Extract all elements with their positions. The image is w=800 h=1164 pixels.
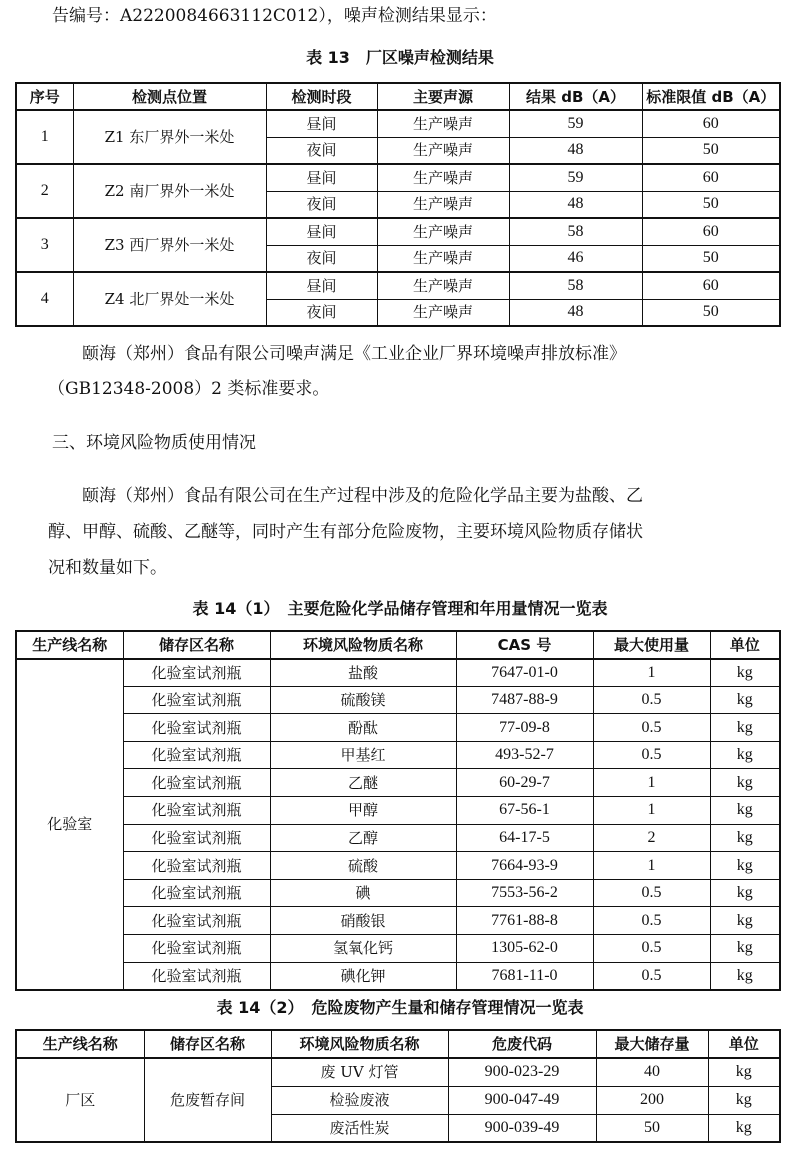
limit-cell: 50 <box>642 137 780 164</box>
table-row <box>16 218 780 245</box>
limit-cell: 50 <box>642 299 780 326</box>
header-cell: 单位 <box>710 631 780 659</box>
table-header-row <box>16 1030 780 1058</box>
unit-cell: kg <box>710 741 780 769</box>
header-cell: 环境风险物质名称 <box>271 1030 448 1058</box>
quantity-cell: 1 <box>593 852 710 880</box>
quantity-cell: 0.5 <box>593 879 710 907</box>
unit-cell: kg <box>710 769 780 797</box>
table-row <box>16 686 780 714</box>
table-header-row <box>16 83 780 110</box>
substance-name-cell: 碘 <box>270 879 456 907</box>
header-cell: 检测点位置 <box>73 83 266 110</box>
point-location: Z2 南厂界外一米处 <box>73 164 266 218</box>
unit-cell: kg <box>708 1086 780 1114</box>
substance-name-cell: 盐酸 <box>270 659 456 687</box>
table-row <box>16 741 780 769</box>
substance-name-cell: 检验废液 <box>271 1086 448 1114</box>
header-cell: 检测时段 <box>266 83 377 110</box>
source-cell: 生产噪声 <box>377 299 509 326</box>
quantity-cell: 0.5 <box>593 962 710 990</box>
intro-line: 告编号：A2220084663112C012），噪声检测结果显示： <box>52 6 497 26</box>
quantity-cell: 2 <box>593 824 710 852</box>
production-line-cell: 化验室 <box>16 659 123 990</box>
point-number: 1 <box>16 110 73 164</box>
unit-cell: kg <box>708 1114 780 1142</box>
noise-paragraph-line: （GB12348-2008）2 类标准要求。 <box>48 379 330 399</box>
table-row <box>16 659 780 687</box>
header-cell: CAS 号 <box>456 631 593 659</box>
header-cell: 最大使用量 <box>593 631 710 659</box>
header-cell: 储存区名称 <box>144 1030 271 1058</box>
point-location: Z4 北厂界处一米处 <box>73 272 266 326</box>
storage-area-cell: 化验室试剂瓶 <box>123 852 270 880</box>
substance-name-cell: 废 UV 灯管 <box>271 1058 448 1086</box>
quantity-cell: 0.5 <box>593 935 710 963</box>
unit-cell: kg <box>710 852 780 880</box>
table14-2-caption: 表 14（2） 危险废物产生量和储存管理情况一览表 <box>216 998 584 1017</box>
table-row <box>16 907 780 935</box>
source-cell: 生产噪声 <box>377 245 509 272</box>
header-cell: 生产线名称 <box>16 631 123 659</box>
unit-cell: kg <box>710 879 780 907</box>
source-cell: 生产噪声 <box>377 191 509 218</box>
unit-cell: kg <box>710 797 780 825</box>
substance-name-cell: 甲醇 <box>270 797 456 825</box>
cas-cell: 7647-01-0 <box>456 659 593 687</box>
substance-name-cell: 硫酸 <box>270 852 456 880</box>
production-line-cell: 厂区 <box>16 1058 144 1142</box>
result-cell: 48 <box>509 191 642 218</box>
table-row <box>16 879 780 907</box>
table13-caption: 表 13 厂区噪声检测结果 <box>306 48 494 67</box>
unit-cell: kg <box>710 935 780 963</box>
risk-paragraph-line: 况和数量如下。 <box>48 558 167 578</box>
table-row <box>16 164 780 191</box>
table-row <box>16 1058 780 1086</box>
quantity-cell: 0.5 <box>593 686 710 714</box>
result-cell: 59 <box>509 164 642 191</box>
storage-area-cell: 化验室试剂瓶 <box>123 907 270 935</box>
source-cell: 生产噪声 <box>377 218 509 245</box>
period-cell: 昼间 <box>266 272 377 299</box>
waste-code-cell: 900-023-29 <box>448 1058 596 1086</box>
waste-code-cell: 900-047-49 <box>448 1086 596 1114</box>
table-header-row <box>16 631 780 659</box>
substance-name-cell: 硫酸镁 <box>270 686 456 714</box>
quantity-cell: 0.5 <box>593 741 710 769</box>
table-row <box>16 714 780 742</box>
source-cell: 生产噪声 <box>377 272 509 299</box>
header-cell: 序号 <box>16 83 73 110</box>
quantity-cell: 40 <box>596 1058 708 1086</box>
table-row <box>16 110 780 137</box>
result-cell: 58 <box>509 218 642 245</box>
period-cell: 昼间 <box>266 164 377 191</box>
cas-cell: 77-09-8 <box>456 714 593 742</box>
cas-cell: 7681-11-0 <box>456 962 593 990</box>
result-cell: 46 <box>509 245 642 272</box>
quantity-cell: 1 <box>593 797 710 825</box>
period-cell: 昼间 <box>266 218 377 245</box>
storage-area-cell: 化验室试剂瓶 <box>123 769 270 797</box>
table-row <box>16 272 780 299</box>
risk-paragraph-line: 颐海（郑州）食品有限公司在生产过程中涉及的危险化学品主要为盐酸、乙 <box>82 486 643 506</box>
quantity-cell: 200 <box>596 1086 708 1114</box>
cas-cell: 64-17-5 <box>456 824 593 852</box>
quantity-cell: 0.5 <box>593 714 710 742</box>
storage-area-cell: 化验室试剂瓶 <box>123 659 270 687</box>
source-cell: 生产噪声 <box>377 137 509 164</box>
section-heading: 三、环境风险物质使用情况 <box>52 433 256 453</box>
table-row <box>16 935 780 963</box>
storage-area-cell: 化验室试剂瓶 <box>123 824 270 852</box>
limit-cell: 60 <box>642 110 780 137</box>
cas-cell: 60-29-7 <box>456 769 593 797</box>
table-row <box>16 769 780 797</box>
unit-cell: kg <box>710 659 780 687</box>
table-row <box>16 824 780 852</box>
period-cell: 夜间 <box>266 191 377 218</box>
header-cell: 最大储存量 <box>596 1030 708 1058</box>
header-cell: 结果 dB（A） <box>509 83 642 110</box>
cas-cell: 67-56-1 <box>456 797 593 825</box>
substance-name-cell: 硝酸银 <box>270 907 456 935</box>
quantity-cell: 0.5 <box>593 907 710 935</box>
cas-cell: 7553-56-2 <box>456 879 593 907</box>
storage-area-cell: 危废暂存间 <box>144 1058 271 1142</box>
quantity-cell: 50 <box>596 1114 708 1142</box>
cas-cell: 7664-93-9 <box>456 852 593 880</box>
source-cell: 生产噪声 <box>377 110 509 137</box>
period-cell: 夜间 <box>266 299 377 326</box>
risk-paragraph-line: 醇、甲醇、硫酸、乙醚等，同时产生有部分危险废物，主要环境风险物质存储状 <box>48 522 643 542</box>
chemicals-table <box>15 630 781 991</box>
result-cell: 48 <box>509 299 642 326</box>
table-row <box>16 962 780 990</box>
quantity-cell: 1 <box>593 659 710 687</box>
cas-cell: 7761-88-8 <box>456 907 593 935</box>
header-cell: 主要声源 <box>377 83 509 110</box>
storage-area-cell: 化验室试剂瓶 <box>123 714 270 742</box>
noise-paragraph-line: 颐海（郑州）食品有限公司噪声满足《工业企业厂界环境噪声排放标准》 <box>82 344 626 364</box>
storage-area-cell: 化验室试剂瓶 <box>123 797 270 825</box>
cas-cell: 7487-88-9 <box>456 686 593 714</box>
limit-cell: 50 <box>642 191 780 218</box>
unit-cell: kg <box>710 714 780 742</box>
header-cell: 储存区名称 <box>123 631 270 659</box>
substance-name-cell: 碘化钾 <box>270 962 456 990</box>
result-cell: 58 <box>509 272 642 299</box>
header-cell: 危废代码 <box>448 1030 596 1058</box>
quantity-cell: 1 <box>593 769 710 797</box>
period-cell: 夜间 <box>266 137 377 164</box>
unit-cell: kg <box>708 1058 780 1086</box>
storage-area-cell: 化验室试剂瓶 <box>123 686 270 714</box>
unit-cell: kg <box>710 907 780 935</box>
period-cell: 夜间 <box>266 245 377 272</box>
substance-name-cell: 乙醚 <box>270 769 456 797</box>
cas-cell: 493-52-7 <box>456 741 593 769</box>
storage-area-cell: 化验室试剂瓶 <box>123 962 270 990</box>
hazardous-waste-table <box>15 1029 781 1143</box>
table-row <box>16 852 780 880</box>
cas-cell: 1305-62-0 <box>456 935 593 963</box>
header-cell: 标准限值 dB（A） <box>642 83 780 110</box>
substance-name-cell: 废活性炭 <box>271 1114 448 1142</box>
limit-cell: 60 <box>642 272 780 299</box>
point-number: 2 <box>16 164 73 218</box>
period-cell: 昼间 <box>266 110 377 137</box>
header-cell: 单位 <box>708 1030 780 1058</box>
table-row <box>16 797 780 825</box>
storage-area-cell: 化验室试剂瓶 <box>123 741 270 769</box>
limit-cell: 50 <box>642 245 780 272</box>
storage-area-cell: 化验室试剂瓶 <box>123 879 270 907</box>
substance-name-cell: 乙醇 <box>270 824 456 852</box>
storage-area-cell: 化验室试剂瓶 <box>123 935 270 963</box>
noise-results-table <box>15 82 781 327</box>
limit-cell: 60 <box>642 218 780 245</box>
point-number: 4 <box>16 272 73 326</box>
substance-name-cell: 酚酞 <box>270 714 456 742</box>
table14-1-caption: 表 14（1） 主要危险化学品储存管理和年用量情况一览表 <box>192 599 608 618</box>
point-number: 3 <box>16 218 73 272</box>
header-cell: 生产线名称 <box>16 1030 144 1058</box>
result-cell: 59 <box>509 110 642 137</box>
point-location: Z1 东厂界外一米处 <box>73 110 266 164</box>
result-cell: 48 <box>509 137 642 164</box>
unit-cell: kg <box>710 824 780 852</box>
unit-cell: kg <box>710 686 780 714</box>
substance-name-cell: 甲基红 <box>270 741 456 769</box>
limit-cell: 60 <box>642 164 780 191</box>
unit-cell: kg <box>710 962 780 990</box>
source-cell: 生产噪声 <box>377 164 509 191</box>
point-location: Z3 西厂界外一米处 <box>73 218 266 272</box>
waste-code-cell: 900-039-49 <box>448 1114 596 1142</box>
header-cell: 环境风险物质名称 <box>270 631 456 659</box>
substance-name-cell: 氢氧化钙 <box>270 935 456 963</box>
